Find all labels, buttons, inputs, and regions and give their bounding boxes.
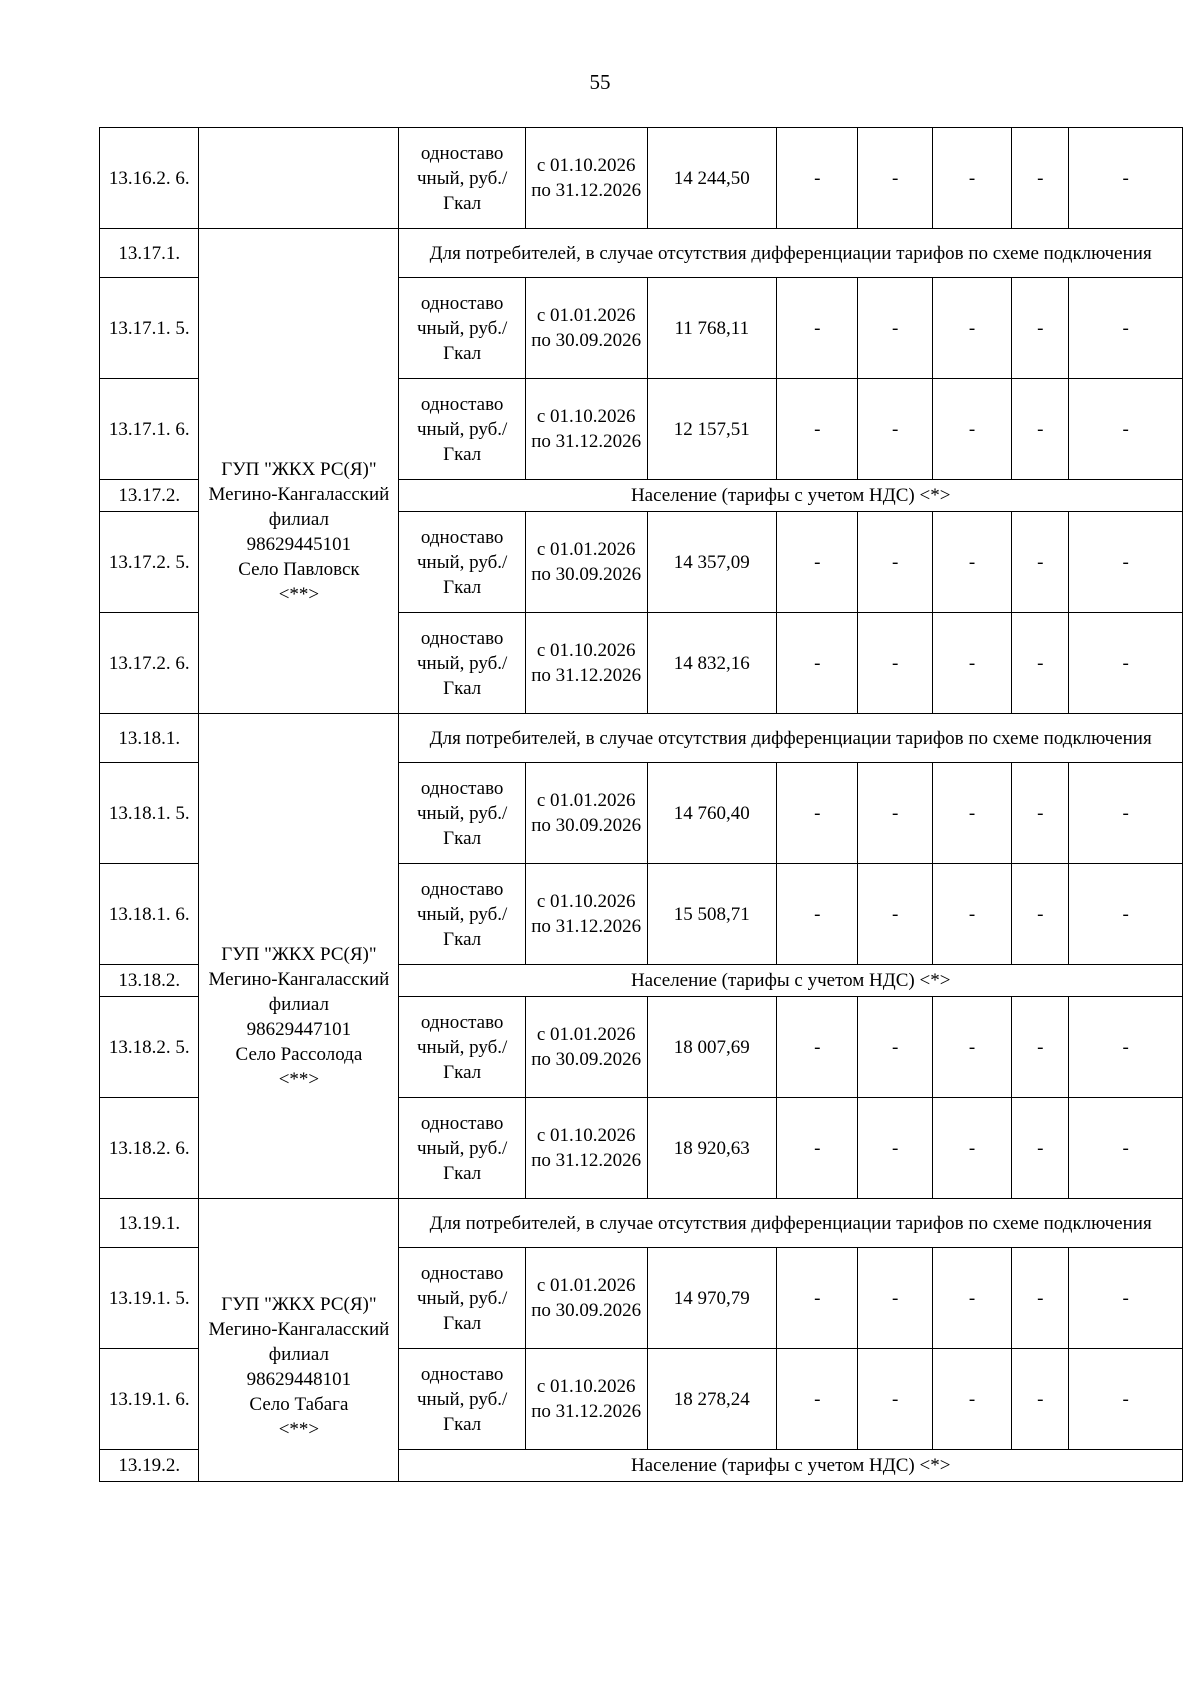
dash-cell: - (932, 1248, 1011, 1349)
period-cell: с 01.10.2026 по 31.12.2026 (525, 1098, 647, 1199)
period-cell: с 01.10.2026 по 31.12.2026 (525, 379, 647, 480)
dash-cell: - (858, 1349, 932, 1450)
period-cell: с 01.01.2026 по 30.09.2026 (525, 997, 647, 1098)
tariff-value: 14 832,16 (647, 613, 777, 714)
page-number: 55 (589, 70, 611, 94)
dash-cell: - (1069, 997, 1183, 1098)
dash-cell: - (932, 1098, 1011, 1199)
org-code: 98629448101 (246, 1369, 352, 1390)
org-name: ГУП "ЖКХ РС(Я)" Мегино-Кангаласский филиал (208, 459, 390, 530)
dash-cell: - (1012, 1349, 1069, 1450)
dash-cell: - (858, 1098, 932, 1199)
dash-cell: - (932, 997, 1011, 1098)
row-id: 13.17.1. 6. (100, 379, 199, 480)
row-id: 13.19.2. (100, 1450, 199, 1482)
dash-cell: - (777, 864, 858, 965)
org-note: <**> (278, 1419, 320, 1440)
org-cell (199, 1199, 399, 1482)
period-cell: с 01.01.2026 по 30.09.2026 (525, 763, 647, 864)
org-name: ГУП "ЖКХ РС(Я)" Мегино-Кангаласский филиал (208, 944, 390, 1015)
section-label: Для потребителей, в случае отсутствия дифференциации тарифов по схеме подключения (399, 714, 1183, 763)
unit-cell: одноставо чный, руб./Гкал (399, 278, 526, 379)
dash-cell: - (1069, 128, 1183, 229)
row-id: 13.18.2. (100, 965, 199, 997)
org-cell (199, 714, 399, 1199)
dash-cell: - (1012, 763, 1069, 864)
org-place: Село Рассолода (235, 1044, 363, 1065)
period-cell: с 01.10.2026 по 31.12.2026 (525, 128, 647, 229)
table-row (100, 229, 1183, 278)
dash-cell: - (858, 763, 932, 864)
section-label: Для потребителей, в случае отсутствия дифференциации тарифов по схеме подключения (399, 229, 1183, 278)
dash-cell: - (932, 379, 1011, 480)
row-id: 13.19.1. 5. (100, 1248, 199, 1349)
dash-cell: - (777, 1248, 858, 1349)
dash-cell: - (777, 1098, 858, 1199)
org-place: Село Табага (249, 1394, 349, 1415)
period-cell: с 01.01.2026 по 30.09.2026 (525, 278, 647, 379)
dash-cell: - (1069, 864, 1183, 965)
dash-cell: - (932, 512, 1011, 613)
row-id: 13.19.1. 6. (100, 1349, 199, 1450)
period-cell: с 01.01.2026 по 30.09.2026 (525, 1248, 647, 1349)
unit-cell: одноставо чный, руб./Гкал (399, 512, 526, 613)
row-id: 13.17.2. 6. (100, 613, 199, 714)
dash-cell: - (1012, 379, 1069, 480)
dash-cell: - (1069, 1098, 1183, 1199)
dash-cell: - (1069, 278, 1183, 379)
dash-cell: - (858, 379, 932, 480)
dash-cell: - (777, 1349, 858, 1450)
dash-cell: - (1012, 997, 1069, 1098)
row-id: 13.18.1. (100, 714, 199, 763)
period-cell: с 01.01.2026 по 30.09.2026 (525, 512, 647, 613)
dash-cell: - (1012, 864, 1069, 965)
dash-cell: - (777, 278, 858, 379)
unit-cell: одноставо чный, руб./Гкал (399, 1248, 526, 1349)
tariff-value: 14 357,09 (647, 512, 777, 613)
tariff-value: 14 970,79 (647, 1248, 777, 1349)
dash-cell: - (777, 379, 858, 480)
org-code: 98629447101 (246, 1019, 352, 1040)
dash-cell: - (777, 763, 858, 864)
org-name: ГУП "ЖКХ РС(Я)" Мегино-Кангаласский филиал (208, 1294, 390, 1365)
tariff-value: 15 508,71 (647, 864, 777, 965)
row-id: 13.18.1. 6. (100, 864, 199, 965)
unit-cell: одноставо чный, руб./Гкал (399, 1098, 526, 1199)
unit-cell: одноставо чный, руб./Гкал (399, 997, 526, 1098)
period-cell: с 01.10.2026 по 31.12.2026 (525, 613, 647, 714)
org-cell-empty (199, 128, 399, 229)
tariff-value: 18 278,24 (647, 1349, 777, 1450)
row-id: 13.17.1. 5. (100, 278, 199, 379)
row-id: 13.17.2. 5. (100, 512, 199, 613)
dash-cell: - (858, 864, 932, 965)
unit-cell: одноставо чный, руб./Гкал (399, 379, 526, 480)
section-label: Население (тарифы с учетом НДС) <*> (399, 1450, 1183, 1482)
section-label: Население (тарифы с учетом НДС) <*> (399, 965, 1183, 997)
org-note: <**> (278, 1069, 320, 1090)
dash-cell: - (1012, 512, 1069, 613)
dash-cell: - (858, 128, 932, 229)
row-id: 13.18.2. 5. (100, 997, 199, 1098)
table-row (100, 1199, 1183, 1248)
dash-cell: - (932, 864, 1011, 965)
dash-cell: - (777, 997, 858, 1098)
section-label: Для потребителей, в случае отсутствия дифференциации тарифов по схеме подключения (399, 1199, 1183, 1248)
dash-cell: - (777, 613, 858, 714)
row-id: 13.18.2. 6. (100, 1098, 199, 1199)
dash-cell: - (858, 997, 932, 1098)
section-label: Население (тарифы с учетом НДС) <*> (399, 480, 1183, 512)
row-id: 13.16.2. 6. (100, 128, 199, 229)
org-place: Село Павловск (238, 559, 360, 580)
dash-cell: - (858, 613, 932, 714)
table-row (100, 128, 1183, 229)
unit-cell: одноставо чный, руб./Гкал (399, 1349, 526, 1450)
dash-cell: - (1012, 1098, 1069, 1199)
row-id: 13.17.2. (100, 480, 199, 512)
org-code: 98629445101 (246, 534, 352, 555)
dash-cell: - (1069, 512, 1183, 613)
unit-cell: одноставо чный, руб./Гкал (399, 763, 526, 864)
dash-cell: - (932, 613, 1011, 714)
tariff-value: 14 760,40 (647, 763, 777, 864)
tariff-table (99, 127, 1183, 1482)
unit-cell: одноставо чный, руб./Гкал (399, 128, 526, 229)
dash-cell: - (932, 278, 1011, 379)
dash-cell: - (777, 512, 858, 613)
unit-cell: одноставо чный, руб./Гкал (399, 864, 526, 965)
dash-cell: - (1012, 278, 1069, 379)
period-cell: с 01.10.2026 по 31.12.2026 (525, 864, 647, 965)
tariff-value: 18 007,69 (647, 997, 777, 1098)
dash-cell: - (932, 763, 1011, 864)
table-row (100, 714, 1183, 763)
dash-cell: - (932, 128, 1011, 229)
dash-cell: - (777, 128, 858, 229)
dash-cell: - (858, 278, 932, 379)
dash-cell: - (858, 1248, 932, 1349)
dash-cell: - (1069, 763, 1183, 864)
org-note: <**> (278, 584, 320, 605)
dash-cell: - (1069, 1349, 1183, 1450)
dash-cell: - (1012, 128, 1069, 229)
dash-cell: - (858, 512, 932, 613)
period-cell: с 01.10.2026 по 31.12.2026 (525, 1349, 647, 1450)
tariff-value: 14 244,50 (647, 128, 777, 229)
tariff-value: 12 157,51 (647, 379, 777, 480)
row-id: 13.17.1. (100, 229, 199, 278)
dash-cell: - (1069, 1248, 1183, 1349)
row-id: 13.18.1. 5. (100, 763, 199, 864)
unit-cell: одноставо чный, руб./Гкал (399, 613, 526, 714)
dash-cell: - (1012, 613, 1069, 714)
tariff-value: 11 768,11 (647, 278, 777, 379)
dash-cell: - (1012, 1248, 1069, 1349)
dash-cell: - (1069, 613, 1183, 714)
row-id: 13.19.1. (100, 1199, 199, 1248)
dash-cell: - (932, 1349, 1011, 1450)
org-cell (199, 229, 399, 714)
tariff-value: 18 920,63 (647, 1098, 777, 1199)
dash-cell: - (1069, 379, 1183, 480)
